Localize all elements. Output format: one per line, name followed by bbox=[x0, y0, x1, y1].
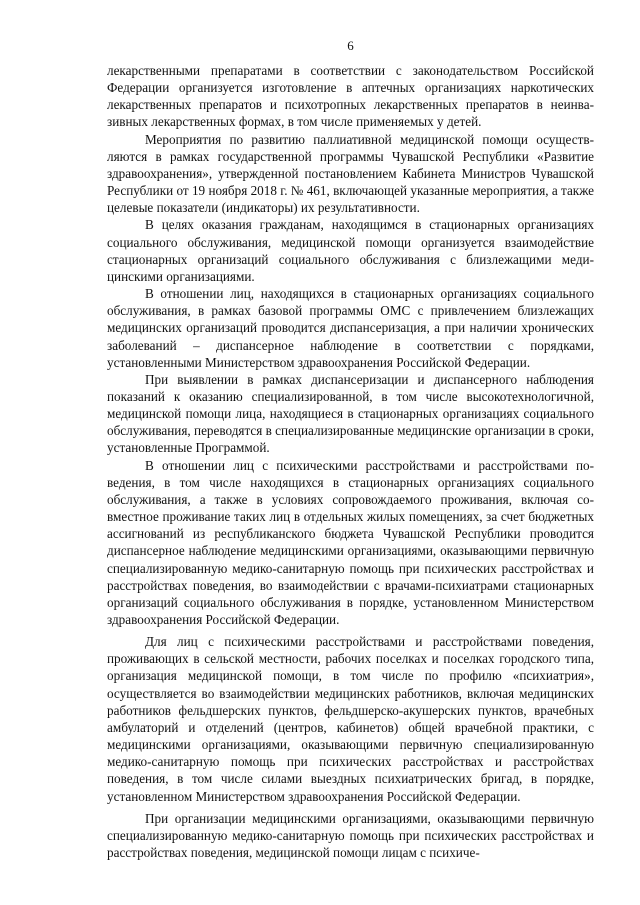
paragraph-palliative-program: Мероприятия по развитию паллиативной медицинской помощи осуществляются в рамках государственной программы Чувашской Республики «Развитие здравоохранения», утвержденной постановлением Кабинета Министров Чувашской Республики от 19 ноября 2018 г. № 461, включающей указанные мероприятия, а также целевые показатели (индикаторы) их результативности. bbox=[107, 131, 594, 216]
paragraph-rural-psychiatric-care: Для лиц с психическими расстройствами и расстройствами поведения, проживающих в сельской местности, рабочих поселках и поселках городского типа, организация медицинской помощи, в том числе по профилю «психиатрия», осуществляется во взаимодействии медицинских работников, включая медицинских работников фельдшерских пунктов, фельдшерско-акушерских пунктов, врачебных амбулаторий и отделений (центров, кабинетов) общей врачебной практики, с медицинскими организациями, оказывающими первичную специализированную медико-санитарную помощь при психических расстройствах и расстройствах поведения, в том числе силами выездных психиатрических бригад, в порядке, установленном Министерством здравоохранения Российской Федерации. bbox=[107, 634, 594, 804]
paragraph-social-care-interaction: В целях оказания гражданам, находящимся в стационарных организациях социального обслуживания, медицинской помощи организуется взаимодействие стационарных организаций социального обслуживания с близлежащими медицинскими организациями. bbox=[107, 217, 594, 284]
paragraph-drug-manufacturing: лекарственными препаратами в соответствии с законодательством Российской Федерации организуется изготовление в аптечных организациях наркотических лекарственных препаратов и психотропных лекарственных препаратов в неинвазивных лекарственных формах, в том числе применяемых у детей. bbox=[107, 63, 594, 130]
page-number: 6 bbox=[347, 38, 354, 53]
paragraph-specialized-care-transfer: При выявлении в рамках диспансеризации и диспансерного наблюдения показаний к оказанию специализированной, в том числе высокотехнологичной, медицинской помощи лица, находящиеся в стационарных организациях социального обслуживания, переводятся в специализированные медицинские организации в сроки, установленные Программой. bbox=[107, 371, 594, 456]
paragraph-dispensarization: В отношении лиц, находящихся в стационарных организациях социального обслуживания, в рамках базовой программы ОМС с привлечением близлежащих медицинских организаций проводится диспансеризация, а при наличии хронических заболеваний – диспансерное наблюдение в соответствии с порядками, установленными Министерством здравоохранения Российской Федерации. bbox=[107, 286, 594, 370]
paragraph-mental-disorders-observation: В отношении лиц с психическими расстройствами и расстройствами поведения, в том числе находящихся в стационарных организациях социального обслуживания, а также в условиях сопровождаемого проживания, включая совместное проживание таких лиц в отдельных жилых помещениях, за счет бюджетных ассигнований из республиканского бюджета Чувашской Республики проводится диспансерное наблюдение медицинскими организациями, оказывающими первичную специализированную медико-санитарную помощь при психических расстройствах и расстройствах поведения, во взаимодействии с врачами-психиатрами стационарных организаций социального обслуживания в порядке, установленном Министерством здравоохранения Российской Федерации. bbox=[107, 457, 594, 627]
document-page bbox=[107, 38, 594, 861]
paragraph-psychiatric-care-organization: При организации медицинскими организациями, оказывающими первичную специализированную медико-санитарную помощь при психических расстройствах и расстройствах поведения, медицинской помощи лицам с психиче- bbox=[107, 810, 594, 861]
